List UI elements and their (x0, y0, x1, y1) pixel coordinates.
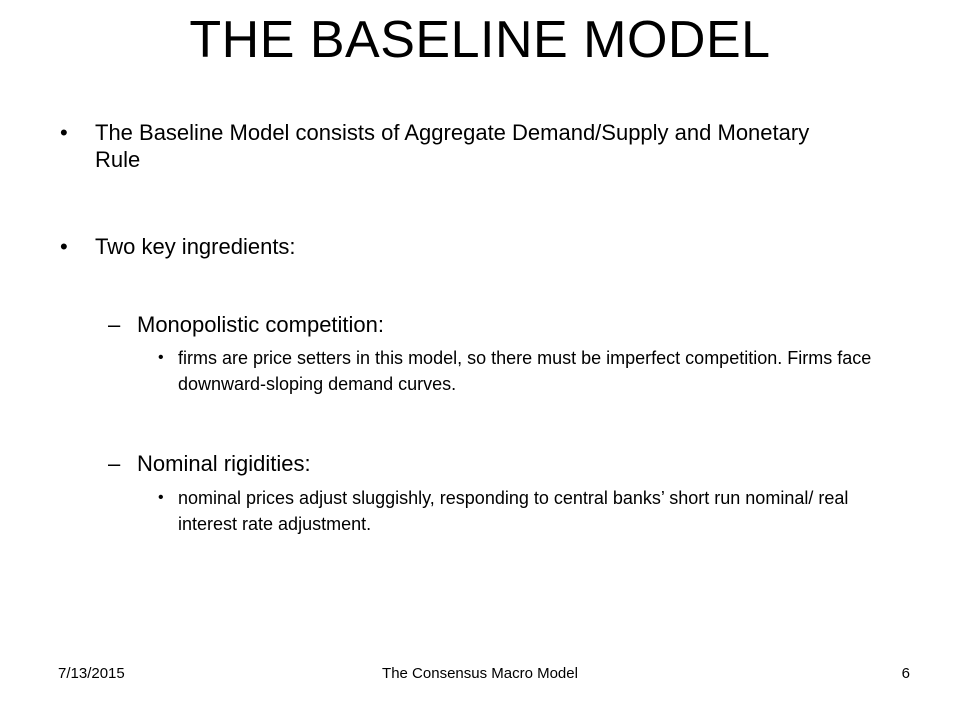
subbullet-monopolistic-competition (108, 311, 868, 338)
bullet-marker: • (60, 120, 68, 145)
dash-marker: – (108, 312, 121, 337)
detail-text: nominal prices adjust sluggishly, responding to central banks’ short run nominal/ real interest rate adjustment. (178, 488, 849, 534)
dash-marker: – (108, 451, 121, 476)
slide-title: THE BASELINE MODEL (189, 11, 771, 69)
bullet-text: The Baseline Model consists of Aggregate Demand/Supply and Monetary Rule (95, 120, 810, 172)
detail-nominal-rigidities (158, 485, 888, 537)
bullet-text: Two key ingredients: (95, 234, 296, 259)
bullet-baseline-model (60, 119, 860, 173)
footer-title: The Consensus Macro Model (382, 665, 578, 682)
detail-monopolistic-competition (158, 345, 888, 397)
subbullet-text: Nominal rigidities: (137, 451, 311, 476)
bullet-marker: • (158, 489, 164, 506)
footer-date: 7/13/2015 (58, 665, 125, 682)
page-number: 6 (901, 665, 910, 682)
subbullet-text: Monopolistic competition: (137, 312, 385, 337)
detail-text: firms are price setters in this model, so there must be imperfect competition. Firms face downward-sloping demand curves. (178, 348, 872, 394)
bullet-marker: • (158, 349, 164, 366)
bullet-key-ingredients (60, 233, 860, 260)
bullet-marker: • (60, 234, 68, 259)
subbullet-nominal-rigidities (108, 450, 868, 477)
